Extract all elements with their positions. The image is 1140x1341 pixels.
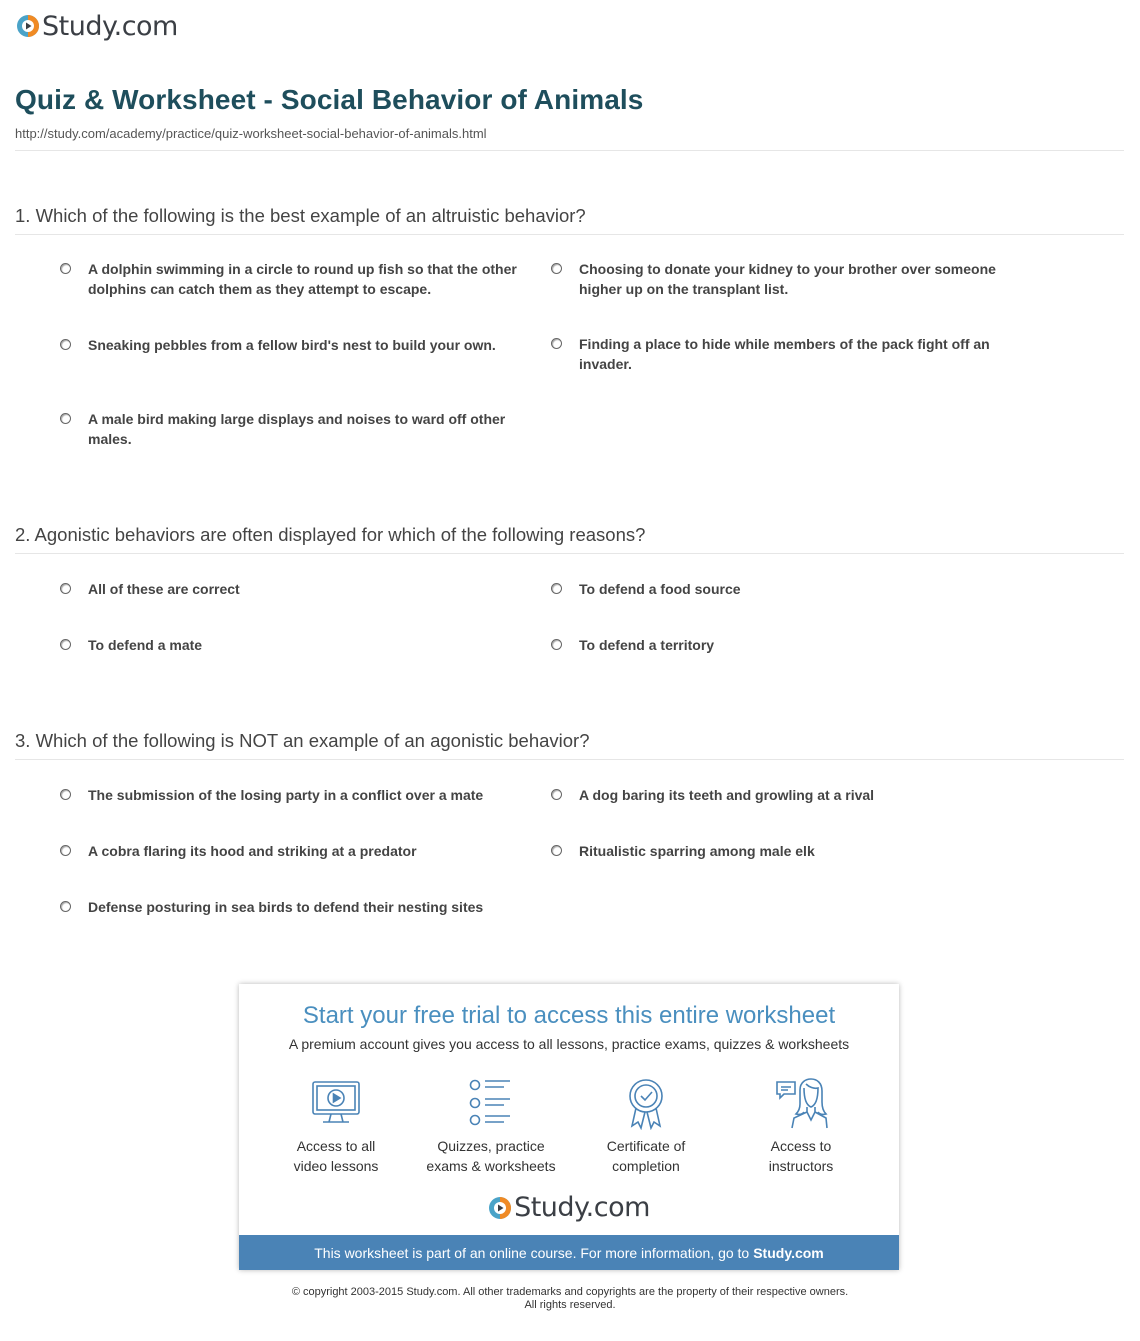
feature-label-line: Access to all bbox=[296, 1138, 376, 1154]
certificate-icon bbox=[619, 1076, 673, 1130]
studycom-logo-icon bbox=[16, 14, 40, 38]
video-lesson-icon bbox=[309, 1076, 363, 1130]
radio-button[interactable] bbox=[551, 263, 562, 274]
promo-studycom-logo[interactable] bbox=[239, 1192, 899, 1223]
answer-option[interactable] bbox=[88, 409, 538, 449]
studycom-logo[interactable] bbox=[16, 11, 178, 42]
radio-button[interactable] bbox=[60, 339, 71, 350]
radio-button[interactable] bbox=[60, 413, 71, 424]
radio-button[interactable] bbox=[60, 901, 71, 912]
answer-option[interactable] bbox=[88, 579, 538, 599]
header bbox=[16, 8, 178, 44]
question-3-text: 3. Which of the following is NOT an example of an agonistic behavior? bbox=[15, 730, 590, 751]
promo-subtitle: A premium account gives you access to all lessons, practice exams, quizzes & worksheets bbox=[288, 1036, 850, 1052]
answer-option-label: To defend a mate bbox=[88, 637, 203, 653]
answer-option[interactable] bbox=[579, 841, 1029, 861]
feature-label-line: Access to bbox=[770, 1138, 832, 1154]
feature-video-lessons bbox=[258, 1076, 414, 1176]
radio-button[interactable] bbox=[551, 845, 562, 856]
feature-instructors bbox=[723, 1076, 879, 1176]
logo-text: Study.com bbox=[514, 1192, 650, 1223]
radio-button[interactable] bbox=[60, 583, 71, 594]
answer-option-label: Sneaking pebbles from a fellow bird's nest to build your own. bbox=[88, 337, 496, 353]
copyright-line: © copyright 2003-2015 Study.com. All other trademarks and copyrights are the property of their respective owners. bbox=[291, 1286, 849, 1298]
answer-option[interactable] bbox=[88, 259, 538, 299]
feature-certificate bbox=[568, 1076, 724, 1176]
logo-text: Study.com bbox=[42, 10, 178, 42]
radio-button[interactable] bbox=[60, 639, 71, 650]
answer-option[interactable] bbox=[579, 334, 1029, 374]
feature-label-line: instructors bbox=[768, 1158, 834, 1174]
answer-option[interactable] bbox=[88, 335, 538, 355]
feature-label-line: Certificate of bbox=[606, 1138, 686, 1154]
radio-button[interactable] bbox=[551, 338, 562, 349]
page-title: Quiz & Worksheet - Social Behavior of Animals bbox=[15, 84, 644, 115]
page-url: http://study.com/academy/practice/quiz-worksheet-social-behavior-of-animals.html bbox=[15, 126, 487, 141]
divider bbox=[15, 553, 1124, 554]
feature-quizzes bbox=[413, 1076, 569, 1176]
radio-button[interactable] bbox=[60, 263, 71, 274]
answer-option[interactable] bbox=[88, 897, 538, 917]
answer-option-label: A dog baring its teeth and growling at a rival bbox=[579, 787, 875, 803]
answer-option[interactable] bbox=[88, 785, 538, 805]
answer-option[interactable] bbox=[579, 259, 1029, 299]
answer-option-label: Ritualistic sparring among male elk bbox=[579, 843, 815, 859]
radio-button[interactable] bbox=[551, 789, 562, 800]
radio-button[interactable] bbox=[551, 639, 562, 650]
quiz-list-icon bbox=[464, 1076, 518, 1130]
question-1-text: 1. Which of the following is the best example of an altruistic behavior? bbox=[15, 205, 586, 226]
instructor-icon bbox=[774, 1076, 828, 1130]
divider bbox=[15, 234, 1124, 235]
copyright-footer bbox=[0, 1286, 1140, 1312]
radio-button[interactable] bbox=[60, 789, 71, 800]
answer-option-label: To defend a food source bbox=[579, 581, 741, 597]
answer-option-label: A male bird making large displays and noises to ward off other males. bbox=[88, 411, 506, 447]
answer-option-label: A dolphin swimming in a circle to round up fish so that the other dolphins can catch them as they attempt to escape. bbox=[88, 261, 517, 297]
feature-label-line: exams & worksheets bbox=[426, 1158, 556, 1174]
free-trial-promo bbox=[239, 984, 899, 1270]
answer-option[interactable] bbox=[579, 579, 1029, 599]
feature-label-line: video lessons bbox=[293, 1158, 379, 1174]
feature-label-line: Quizzes, practice bbox=[437, 1138, 545, 1154]
answer-option[interactable] bbox=[579, 635, 1029, 655]
promo-title[interactable]: Start your free trial to access this entire worksheet bbox=[302, 1002, 836, 1029]
radio-button[interactable] bbox=[551, 583, 562, 594]
feature-label-line: completion bbox=[612, 1158, 680, 1174]
answer-option[interactable] bbox=[88, 635, 538, 655]
radio-button[interactable] bbox=[60, 845, 71, 856]
answer-option[interactable] bbox=[579, 785, 1029, 805]
studycom-logo-icon bbox=[488, 1196, 512, 1220]
answer-option-label: All of these are correct bbox=[88, 581, 240, 597]
answer-option-label: A cobra flaring its hood and striking at a predator bbox=[88, 843, 417, 859]
banner-text: This worksheet is part of an online course. For more information, go to bbox=[314, 1244, 750, 1261]
divider bbox=[15, 150, 1124, 151]
answer-option-label: Defense posturing in sea birds to defend their nesting sites bbox=[88, 899, 484, 915]
answer-option-label: Choosing to donate your kidney to your brother over someone higher up on the transplant list. bbox=[579, 261, 996, 297]
divider bbox=[15, 759, 1124, 760]
copyright-line: All rights reserved. bbox=[524, 1299, 616, 1311]
question-2-text: 2. Agonistic behaviors are often displayed for which of the following reasons? bbox=[15, 524, 646, 545]
answer-option-label: To defend a territory bbox=[579, 637, 715, 653]
answer-option[interactable] bbox=[88, 841, 538, 861]
answer-option-label: The submission of the losing party in a conflict over a mate bbox=[88, 787, 484, 803]
banner-link[interactable]: Study.com bbox=[753, 1244, 824, 1261]
course-info-banner bbox=[239, 1235, 899, 1270]
answer-option-label: Finding a place to hide while members of the pack fight off an invader. bbox=[579, 336, 990, 372]
